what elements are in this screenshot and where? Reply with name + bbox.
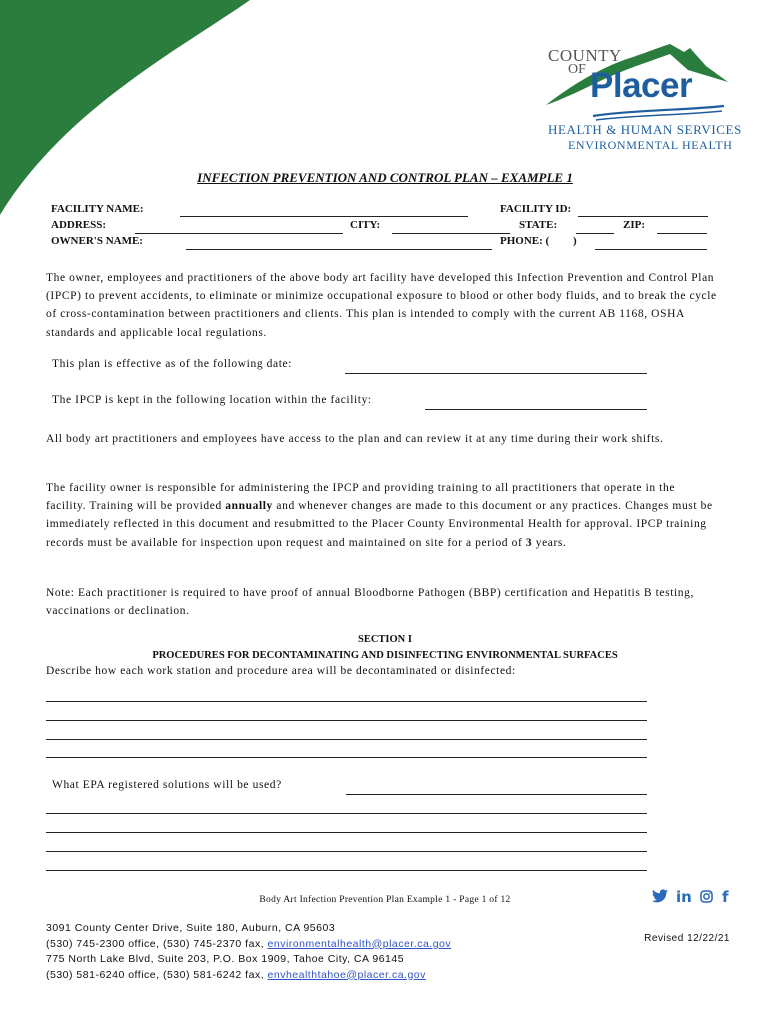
phone-label: PHONE: ( xyxy=(500,235,550,247)
effective-date-field[interactable] xyxy=(345,373,647,374)
page-footer: Body Art Infection Prevention Plan Example 1 - Page 1 of 12 xyxy=(259,895,511,905)
email-link-tahoe[interactable]: envhealthtahoe@placer.ca.gov xyxy=(267,968,426,981)
state-label: STATE: xyxy=(519,219,558,231)
facility-id-label: FACILITY ID: xyxy=(500,203,572,215)
owner-name-label: OWNER'S NAME: xyxy=(51,235,143,247)
address-line-2: (530) 745-2300 office, (530) 745-2370 fax, environmentalhealth@placer.ca.gov xyxy=(46,937,452,950)
logo-county-text: COUNTY xyxy=(548,46,622,65)
document-title: INFECTION PREVENTION AND CONTROL PLAN – EXAMPLE 1 xyxy=(197,170,573,185)
facility-name-label: FACILITY NAME: xyxy=(51,203,144,215)
years-emphasis: 3 xyxy=(525,536,533,549)
phone-field[interactable] xyxy=(595,249,707,250)
answer-line[interactable] xyxy=(46,813,647,814)
address-line-1: 3091 County Center Drive, Suite 180, Auburn, CA 95603 xyxy=(46,922,336,934)
owner-name-field[interactable] xyxy=(186,249,492,250)
logo-env-text: ENVIRONMENTAL HEALTH xyxy=(568,138,733,152)
facility-id-field[interactable] xyxy=(578,216,708,217)
answer-line[interactable] xyxy=(46,720,647,721)
address-field[interactable] xyxy=(135,233,343,234)
effective-date-question: This plan is effective as of the following date: xyxy=(52,358,292,370)
zip-field[interactable] xyxy=(657,233,707,234)
location-field[interactable] xyxy=(425,409,647,410)
twitter-icon[interactable] xyxy=(652,889,668,903)
decontamination-prompt: Describe how each work station and procedure area will be decontaminated or disinfected: xyxy=(46,665,516,677)
annually-emphasis: annually xyxy=(225,500,273,513)
city-label: CITY: xyxy=(350,219,381,231)
answer-line[interactable] xyxy=(46,870,647,871)
responsibility-paragraph: The facility owner is responsible for administering the IPCP and providing training to all practitioners that operate in the facility. Training will be provided annually and whenever changes are made to this document or any practices. Changes must be immediately reflected in this document and resubmitted to the Placer County Environmental Health for approval. IPCP training records must be available for inspection upon request and maintained on site for a period of 3 years. xyxy=(46,482,713,549)
epa-solutions-question: What EPA registered solutions will be used? xyxy=(52,779,282,791)
intro-paragraph: The owner, employees and practitioners of the above body art facility have developed this Infection Prevention and Control Plan (IPCP) to prevent accidents, to eliminate or minimize occupational exposure to blood or other body fluids, and to break the cycle of cross-contamination between practitioners and clients. This plan is intended to comply with the current AB 1168, OSHA standards and applicable local regulations. xyxy=(46,272,717,339)
note-paragraph: Note: Each practitioner is required to have proof of annual Bloodborne Pathogen (BBP) certification and Hepatitis B testing, vaccinations or declination. xyxy=(46,587,694,618)
section-heading: PROCEDURES FOR DECONTAMINATING AND DISINFECTING ENVIRONMENTAL SURFACES xyxy=(152,650,618,661)
instagram-icon[interactable] xyxy=(700,890,713,903)
logo-placer-text: Placer xyxy=(590,66,693,105)
address-label: ADDRESS: xyxy=(51,219,107,231)
access-paragraph: All body art practitioners and employees have access to the plan and can review it at any time during their work shifts. xyxy=(46,433,664,445)
zip-label: ZIP: xyxy=(623,219,645,231)
answer-line[interactable] xyxy=(46,832,647,833)
contact-addresses xyxy=(46,921,451,983)
logo-hhs-text: HEALTH & HUMAN SERVICES xyxy=(548,122,742,137)
address-line-4: (530) 581-6240 office, (530) 581-6242 fax, envhealthtahoe@placer.ca.gov xyxy=(46,968,426,981)
linkedin-icon[interactable]: in xyxy=(676,888,692,906)
answer-line[interactable] xyxy=(46,739,647,740)
city-field[interactable] xyxy=(392,233,510,234)
facility-name-field[interactable] xyxy=(180,216,468,217)
answer-line[interactable] xyxy=(46,701,647,702)
section-number: SECTION I xyxy=(358,634,412,645)
answer-line[interactable] xyxy=(46,851,647,852)
facebook-icon[interactable]: f xyxy=(722,888,729,906)
state-field[interactable] xyxy=(576,233,614,234)
corner-swoosh-graphic xyxy=(0,0,250,225)
address-line-3: 775 North Lake Blvd, Suite 203, P.O. Box 1909, Tahoe City, CA 96145 xyxy=(46,953,405,965)
email-link-auburn[interactable]: environmentalhealth@placer.ca.gov xyxy=(267,937,452,950)
answer-line[interactable] xyxy=(46,757,647,758)
phone-close-paren: ) xyxy=(573,235,577,247)
revised-date: Revised 12/22/21 xyxy=(644,933,730,944)
epa-solutions-field[interactable] xyxy=(346,794,647,795)
logo-of-text: OF xyxy=(568,62,586,77)
location-question: The IPCP is kept in the following location within the facility: xyxy=(52,394,372,406)
